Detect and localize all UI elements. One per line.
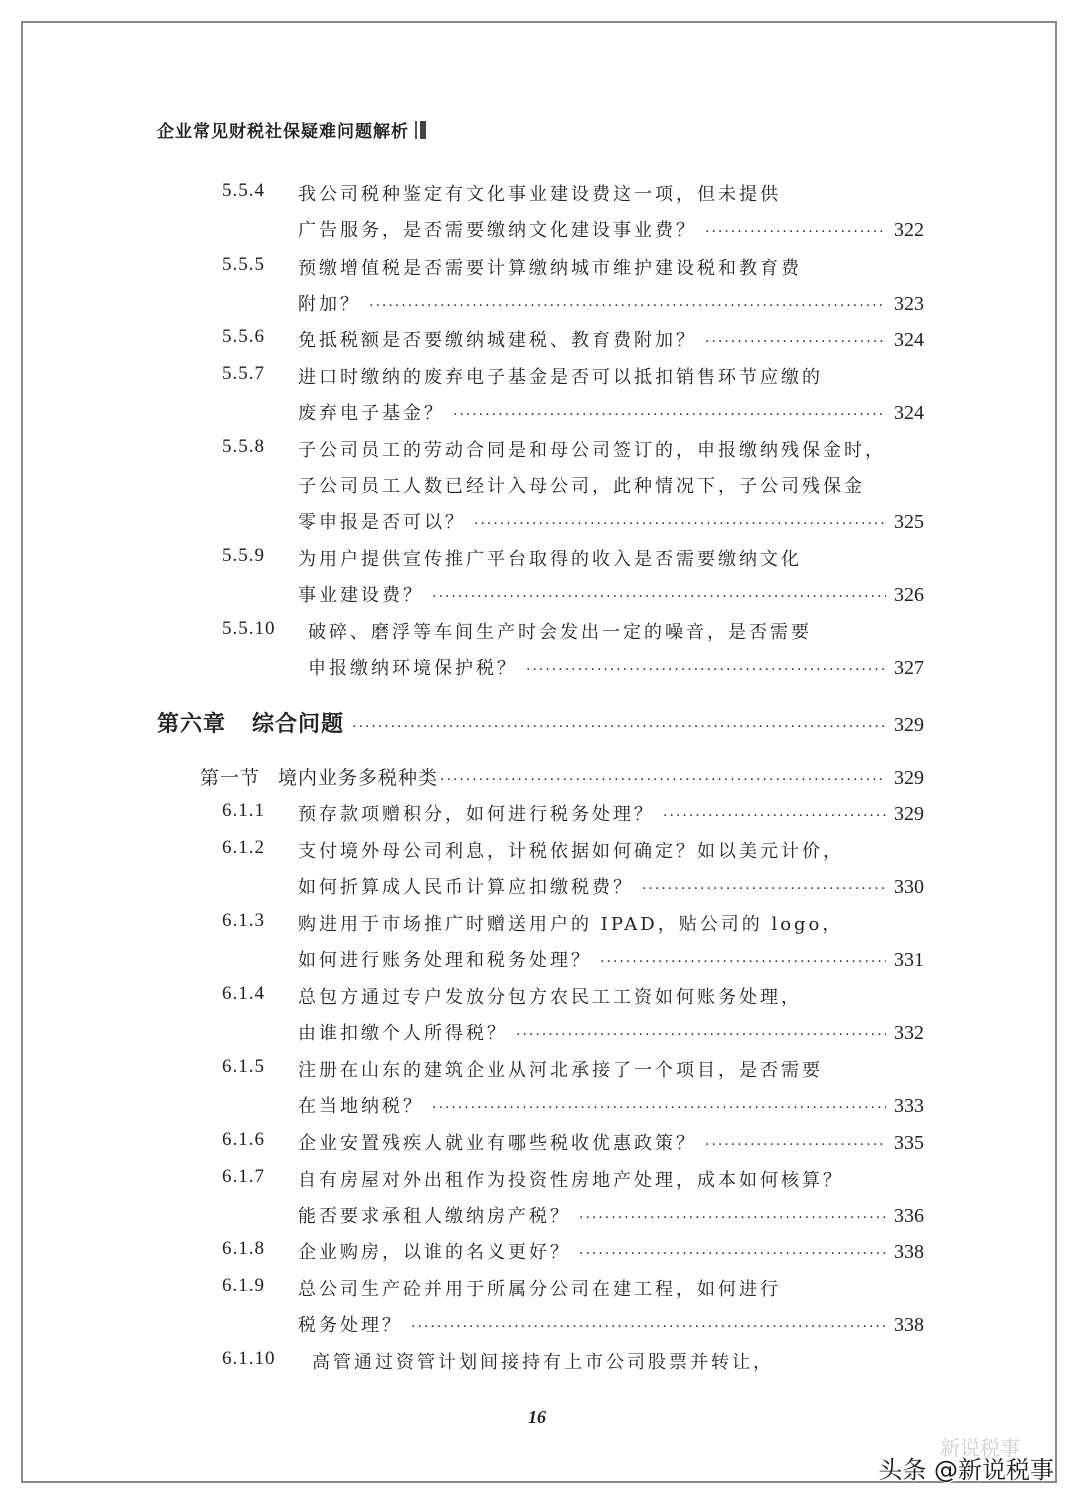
entry-text: 自有房屋对外出租作为投资性房地产处理，成本如何核算？	[298, 1170, 844, 1191]
page-ref[interactable]: 324	[894, 329, 924, 351]
entry-text: 支付境外母公司利息，计税依据如何确定？如以美元计价，	[298, 841, 844, 862]
entry-number: 6.1.8	[222, 1238, 265, 1259]
entry-text: 破碎、磨浮等车间生产时会发出一定的噪音，是否需要	[308, 622, 812, 643]
page-ref[interactable]: 329	[894, 767, 924, 789]
toc-entry	[222, 254, 802, 280]
entry-text: 事业建设费？	[298, 585, 424, 606]
dot-leader	[642, 881, 886, 897]
toc-entry-cont	[298, 946, 924, 972]
entry-text: 为用户提供宣传推广平台取得的收入是否需要缴纳文化	[298, 549, 802, 570]
toc-entry-cont	[298, 472, 865, 498]
page-ref[interactable]: 325	[894, 511, 924, 533]
toc-entry	[222, 1166, 844, 1192]
entry-text: 企业安置残疾人就业有哪些税收优惠政策？	[298, 1133, 697, 1154]
entry-text: 总公司生产砼并用于所属分公司在建工程，如何进行	[298, 1279, 781, 1300]
toc-entry	[222, 326, 924, 352]
page-ref[interactable]: 332	[894, 1022, 924, 1044]
entry-text: 免抵税额是否要缴纳城建税、教育费附加？	[298, 330, 697, 351]
toc-entry	[222, 618, 812, 644]
dot-leader	[526, 662, 886, 678]
toc-entry-cont	[298, 399, 924, 425]
toc-entry	[222, 545, 802, 571]
section-label: 第一节	[200, 767, 261, 789]
toc-entry-cont	[298, 1311, 924, 1337]
entry-number: 6.1.7	[222, 1166, 265, 1187]
dot-leader	[705, 1137, 886, 1153]
entry-number: 5.5.8	[222, 436, 265, 457]
toc-entry	[222, 983, 802, 1009]
entry-number: 5.5.10	[222, 618, 276, 639]
page-ref[interactable]: 323	[894, 293, 924, 315]
entry-number: 6.1.6	[222, 1129, 265, 1150]
entry-text: 申报缴纳环境保护税？	[308, 658, 518, 679]
dot-leader	[440, 772, 886, 788]
page-ref[interactable]: 336	[894, 1205, 924, 1227]
dot-leader	[516, 1027, 886, 1043]
toc-entry-cont	[298, 581, 924, 607]
dot-leader	[579, 1210, 886, 1226]
entry-text: 能否要求承租人缴纳房产税？	[298, 1206, 571, 1227]
entry-number: 6.1.5	[222, 1056, 265, 1077]
toc-entry	[222, 1129, 924, 1155]
dot-leader	[453, 407, 886, 423]
entry-text: 注册在山东的建筑企业从河北承接了一个项目，是否需要	[298, 1060, 823, 1081]
section-title: 境内业务多税种类	[278, 767, 439, 789]
entry-text: 总包方通过专户发放分包方农民工工资如何账务处理，	[298, 987, 802, 1008]
entry-number: 5.5.9	[222, 545, 265, 566]
page-ref[interactable]: 338	[894, 1314, 924, 1336]
dot-leader	[600, 954, 886, 970]
toc-entry	[222, 837, 844, 863]
entry-text: 高管通过资管计划间接持有上市公司股票并转让，	[312, 1352, 774, 1373]
entry-text: 我公司税种鉴定有文化事业建设费这一项，但未提供	[298, 184, 781, 205]
toc-entry	[222, 180, 781, 206]
entry-number: 6.1.2	[222, 837, 265, 858]
toc-entry-cont	[298, 1019, 924, 1045]
page-ref[interactable]: 329	[894, 803, 924, 825]
toc-entry-cont	[298, 216, 924, 242]
entry-text: 税务处理？	[298, 1315, 403, 1336]
entry-text: 附加？	[298, 294, 361, 315]
entry-number: 5.5.6	[222, 326, 265, 347]
entry-number: 5.5.4	[222, 180, 265, 201]
entry-text: 广告服务，是否需要缴纳文化建设事业费？	[298, 220, 697, 241]
page-ref[interactable]: 333	[894, 1095, 924, 1117]
dot-leader	[705, 224, 886, 240]
chapter-label: 第六章	[157, 712, 227, 737]
entry-text: 子公司员工人数已经计入母公司，此种情况下，子公司残保金	[298, 476, 865, 497]
toc-entry-cont	[298, 873, 924, 899]
entry-text: 进口时缴纳的废弃电子基金是否可以抵扣销售环节应缴的	[298, 367, 823, 388]
watermark-faint: 新说税事	[940, 1436, 1020, 1460]
dot-leader	[663, 808, 886, 824]
toc-entry	[222, 1238, 924, 1264]
toc-entry-cont	[298, 290, 924, 316]
dot-leader	[411, 1319, 886, 1335]
page-number: 16	[528, 1407, 546, 1427]
page-ref[interactable]: 330	[894, 876, 924, 898]
entry-number: 6.1.9	[222, 1275, 265, 1296]
toc-entry-cont	[298, 1202, 924, 1228]
entry-text: 子公司员工的劳动合同是和母公司签订的，申报缴纳残保金时，	[298, 440, 886, 461]
entry-text: 预存款项赠积分，如何进行税务处理？	[298, 804, 655, 825]
entry-text: 由谁扣缴个人所得税？	[298, 1023, 508, 1044]
entry-text: 废弃电子基金？	[298, 403, 445, 424]
page-ref[interactable]: 327	[894, 657, 924, 679]
entry-text: 购进用于市场推广时赠送用户的 IPAD，贴公司的 logo，	[298, 914, 844, 935]
toc-entry-cont	[308, 654, 924, 680]
page-ref[interactable]: 324	[894, 402, 924, 424]
entry-number: 6.1.10	[222, 1348, 276, 1369]
book-title: 企业常见财税社保疑难问题解析	[157, 122, 409, 142]
toc-entry	[222, 800, 924, 826]
toc-entry	[222, 1056, 823, 1082]
entry-text: 在当地纳税？	[298, 1096, 424, 1117]
entry-text: 零申报是否可以？	[298, 512, 466, 533]
entry-number: 6.1.3	[222, 910, 265, 931]
toc-entry	[222, 436, 886, 462]
entry-text: 企业购房，以谁的名义更好？	[298, 1242, 571, 1263]
entry-number: 5.5.7	[222, 363, 265, 384]
header-rule-icon	[415, 121, 417, 139]
entry-text: 如何折算成人民币计算应扣缴税费？	[298, 877, 634, 898]
dot-leader	[474, 516, 886, 532]
page-ref[interactable]: 322	[894, 219, 924, 241]
toc-entry	[222, 910, 843, 936]
dot-leader	[579, 1246, 886, 1262]
toc-entry	[222, 1275, 781, 1301]
dot-leader	[352, 719, 886, 735]
chapter-title: 综合问题	[252, 712, 345, 737]
watermark: 头条 @新说税事	[878, 1456, 1054, 1484]
entry-text: 如何进行账务处理和税务处理？	[298, 950, 592, 971]
page-ref[interactable]: 326	[894, 584, 924, 606]
entry-number: 6.1.4	[222, 983, 265, 1004]
toc-entry	[222, 363, 823, 389]
entry-number: 6.1.1	[222, 800, 265, 821]
toc-entry	[222, 1348, 774, 1374]
dot-leader	[432, 589, 886, 605]
running-header	[157, 117, 426, 142]
section-heading	[200, 763, 924, 790]
toc-entry-cont	[298, 508, 924, 534]
dot-leader	[705, 334, 886, 350]
dot-leader	[369, 298, 886, 314]
entry-text: 预缴增值税是否需要计算缴纳城市维护建设税和教育费	[298, 258, 802, 279]
header-block-icon	[420, 121, 426, 139]
page-ref[interactable]: 331	[894, 949, 924, 971]
entry-number: 5.5.5	[222, 254, 265, 275]
page-ref[interactable]: 329	[894, 714, 924, 736]
chapter-heading	[157, 707, 924, 738]
page-ref[interactable]: 338	[894, 1241, 924, 1263]
dot-leader	[432, 1100, 886, 1116]
toc-entry-cont	[298, 1092, 924, 1118]
page-ref[interactable]: 335	[894, 1132, 924, 1154]
